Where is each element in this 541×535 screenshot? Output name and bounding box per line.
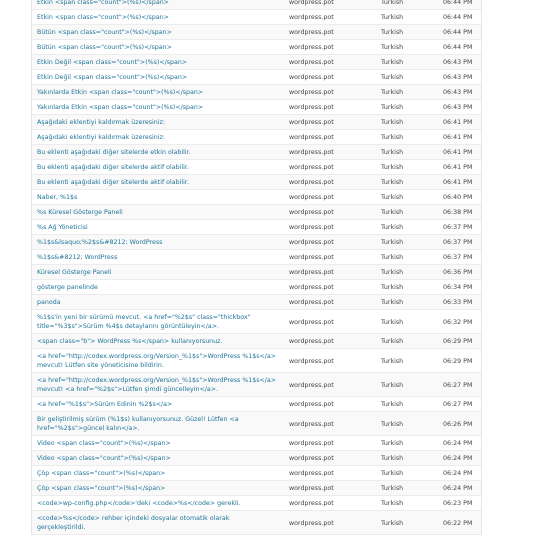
original-string-link[interactable]: Etkin <span class="count">(%s)</span> [37,0,169,6]
source-file-cell: wordpress.pot [289,269,334,276]
original-string-cell [32,466,277,480]
table-row [32,70,481,85]
source-file-cell: wordpress.pot [289,209,334,216]
table-row [32,55,481,70]
original-string-link[interactable]: <a href="%1$s">Sürüm Edinin %2$s</a> [37,401,173,408]
table-row [32,280,481,295]
language-cell: Turkish [381,179,404,186]
original-string-cell [32,205,277,219]
language-cell: Turkish [381,209,404,216]
time-cell: 06:33 PM [443,299,473,306]
source-file-cell: wordpress.pot [289,194,334,201]
original-string-link[interactable]: %1$s&#8212; WordPress [37,254,118,261]
language-cell: Turkish [381,224,404,231]
source-file-cell: wordpress.pot [289,470,334,477]
original-string-cell [32,130,277,144]
language-cell: Turkish [381,401,404,408]
table-row [32,412,481,436]
original-string-link[interactable]: <span class="b"> WordPress %s</span> kullanıyorsunuz. [37,338,223,345]
table-row [32,205,481,220]
source-file-cell: wordpress.pot [289,119,334,126]
time-cell: 06:29 PM [443,338,473,345]
time-cell: 06:37 PM [443,224,473,231]
time-cell: 06:43 PM [443,89,473,96]
source-file-cell: wordpress.pot [289,104,334,111]
table-row [32,334,481,349]
language-cell: Turkish [381,381,404,389]
language-cell: Turkish [381,134,404,141]
time-cell: 06:26 PM [443,420,473,428]
table-row [32,130,481,145]
original-string-link[interactable]: Bütün <span class="count">(%s)</span> [37,44,172,51]
original-string-cell [32,436,277,450]
table-row [32,10,481,25]
table-row [32,265,481,280]
table-row [32,451,481,466]
original-string-cell [32,160,277,174]
language-cell: Turkish [381,500,404,507]
source-file-cell: wordpress.pot [289,89,334,96]
source-file-cell: wordpress.pot [289,299,334,306]
source-file-cell: wordpress.pot [289,420,334,428]
time-cell: 06:22 PM [443,519,473,527]
language-cell: Turkish [381,149,404,156]
source-file-cell: wordpress.pot [289,134,334,141]
original-string-link[interactable]: Bu eklenti aşağıdaki diğer sitelerde aktif olabilir. [37,179,189,186]
language-cell: Turkish [381,74,404,81]
language-cell: Turkish [381,89,404,96]
source-file-cell: wordpress.pot [289,440,334,447]
table-row [32,145,481,160]
time-cell: 06:37 PM [443,239,473,246]
time-cell: 06:44 PM [443,29,473,36]
source-file-cell: wordpress.pot [289,239,334,246]
original-string-cell [32,334,277,348]
source-file-cell: wordpress.pot [289,254,334,261]
original-string-link[interactable]: Video <span class="count">(%s)</span> [37,440,171,447]
original-string-cell [32,40,277,54]
language-cell: Turkish [381,254,404,261]
original-string-link[interactable]: Video <span class="count">(%s)</span> [37,455,171,462]
source-file-cell: wordpress.pot [289,224,334,231]
source-file-cell: wordpress.pot [289,29,334,36]
original-string-link[interactable]: <code>%s</code> rehber içindeki dosyalar otomatik olarak gerçekleştirildi. [37,515,230,531]
original-string-cell [32,25,277,39]
language-cell: Turkish [381,420,404,428]
original-string-cell [32,373,277,396]
language-cell: Turkish [381,119,404,126]
language-cell: Turkish [381,455,404,462]
table-row [32,100,481,115]
original-string-cell [32,481,277,495]
language-cell: Turkish [381,44,404,51]
source-file-cell: wordpress.pot [289,519,334,527]
table-row [32,250,481,265]
time-cell: 06:44 PM [443,44,473,51]
table-row [32,175,481,190]
source-file-cell: wordpress.pot [289,381,334,389]
original-string-cell [32,10,277,24]
original-string-cell [32,175,277,189]
time-cell: 06:27 PM [443,401,473,408]
time-cell: 06:43 PM [443,59,473,66]
original-string-link[interactable]: Çöp <span class="count">(%s)</span> [37,470,166,477]
original-string-cell [32,190,277,204]
language-cell: Turkish [381,164,404,171]
time-cell: 06:40 PM [443,194,473,201]
original-string-cell [32,310,277,333]
source-file-cell: wordpress.pot [289,401,334,408]
time-cell: 06:24 PM [443,470,473,477]
language-cell: Turkish [381,29,404,36]
time-cell: 06:44 PM [443,14,473,21]
table-row [32,496,481,511]
language-cell: Turkish [381,485,404,492]
original-string-cell [32,496,277,510]
language-cell: Turkish [381,440,404,447]
language-cell: Turkish [381,59,404,66]
source-file-cell: wordpress.pot [289,44,334,51]
table-row [32,349,481,373]
table-row [32,220,481,235]
time-cell: 06:24 PM [443,485,473,492]
time-cell: 06:41 PM [443,149,473,156]
original-string-cell [32,280,277,294]
original-string-link[interactable]: Etkin Değil <span class="count">(%s)</span> [37,59,188,66]
original-string-cell [32,265,277,279]
table-row [32,190,481,205]
language-cell: Turkish [381,0,404,6]
original-string-cell [32,220,277,234]
table-row [32,115,481,130]
source-file-cell: wordpress.pot [289,0,334,6]
time-cell: 06:29 PM [443,357,473,365]
table-row [32,160,481,175]
time-cell: 06:24 PM [443,440,473,447]
table-row [32,466,481,481]
original-string-link[interactable]: Bu eklenti aşağıdaki diğer sitelerde aktif olabilir. [37,164,189,171]
original-string-link[interactable]: Bir geliştirilmiş sürüm (%1$s) kullanıyorsunuz. Güzel! Lütfen <a href="%2$s">güncel kalın</a>. [37,416,239,432]
time-cell: 06:23 PM [443,500,473,507]
original-string-link[interactable]: Çöp <span class="count">(%s)</span> [37,485,166,492]
time-cell: 06:37 PM [443,254,473,261]
time-cell: 06:43 PM [443,74,473,81]
time-cell: 06:41 PM [443,134,473,141]
original-string-cell [32,511,277,534]
language-cell: Turkish [381,338,404,345]
source-file-cell: wordpress.pot [289,338,334,345]
source-file-cell: wordpress.pot [289,318,334,326]
language-cell: Turkish [381,269,404,276]
original-string-link[interactable]: Yakınlarda Etkin <span class="count">(%s)</span> [37,89,204,96]
original-string-link[interactable]: panoda [37,299,61,306]
time-cell: 06:44 PM [443,0,473,6]
language-cell: Turkish [381,299,404,306]
source-file-cell: wordpress.pot [289,149,334,156]
original-string-link[interactable]: Bu eklenti aşağıdaki diğer sitelerde etkin olabilir. [37,149,191,156]
original-string-link[interactable]: Aşağıdaki eklentiyi kaldırmak üzeresiniz: [37,119,165,126]
original-string-cell [32,115,277,129]
source-file-cell: wordpress.pot [289,179,334,186]
time-cell: 06:41 PM [443,164,473,171]
original-string-cell [32,70,277,84]
original-string-cell [32,451,277,465]
table-row [32,85,481,100]
original-string-cell [32,349,277,372]
original-string-cell [32,100,277,114]
table-row [32,481,481,496]
source-file-cell: wordpress.pot [289,357,334,365]
table-row [32,397,481,412]
language-cell: Turkish [381,14,404,21]
source-file-cell: wordpress.pot [289,164,334,171]
original-string-cell [32,85,277,99]
original-string-link[interactable]: Etkin <span class="count">(%s)</span> [37,14,169,21]
time-cell: 06:27 PM [443,381,473,389]
original-string-cell [32,145,277,159]
source-file-cell: wordpress.pot [289,455,334,462]
time-cell: 06:41 PM [443,119,473,126]
original-string-link[interactable]: Naber, %1$s [37,194,78,201]
source-file-cell: wordpress.pot [289,59,334,66]
table-row [32,40,481,55]
table-row [32,235,481,250]
language-cell: Turkish [381,239,404,246]
table-row [32,310,481,334]
table-row [32,295,481,310]
original-string-link[interactable]: <a href="http://codex.wordpress.org/Version_%1$s">WordPress %1$s</a> mevcut! <a href="%2$s">Lütfen şimdi güncelleyin</a>. [37,377,277,393]
recent-translations-table [31,0,482,535]
table-row [32,25,481,40]
original-string-link[interactable]: Etkin Değil <span class="count">(%s)</span> [37,74,188,81]
original-string-cell [32,55,277,69]
source-file-cell: wordpress.pot [289,500,334,507]
language-cell: Turkish [381,104,404,111]
original-string-link[interactable]: %s Küresel Gösterge Paneli [37,209,123,216]
original-string-link[interactable]: <code>wp-config.php</code>'deki <code>%s</code> gerekli. [37,500,241,507]
original-string-cell [32,412,277,435]
time-cell: 06:41 PM [443,179,473,186]
table-row [32,511,481,535]
time-cell: 06:34 PM [443,284,473,291]
language-cell: Turkish [381,519,404,527]
source-file-cell: wordpress.pot [289,284,334,291]
original-string-link[interactable]: %1$s'in yeni bir sürümü mevcut. <a href="%2$s" class="thickbox" title="%3$s">Sürüm %4$s detaylarını görüntüleyin</a>. [37,314,251,330]
original-string-cell [32,250,277,264]
original-string-link[interactable]: <a href="http://codex.wordpress.org/Version_%1$s">WordPress %1$s</a> mevcut! Lütfen site yöneticisine bildirin. [37,353,277,369]
language-cell: Turkish [381,284,404,291]
time-cell: 06:36 PM [443,269,473,276]
time-cell: 06:24 PM [443,455,473,462]
original-string-link[interactable]: %s Ağ Yöneticisi [37,224,88,231]
original-string-link[interactable]: Bütün <span class="count">(%s)</span> [37,29,172,36]
original-string-cell [32,295,277,309]
table-row [32,0,481,10]
original-string-cell [32,397,277,411]
original-string-cell [32,0,277,9]
time-cell: 06:38 PM [443,209,473,216]
original-string-link[interactable]: gösterge panelinde [37,284,98,291]
source-file-cell: wordpress.pot [289,485,334,492]
original-string-link[interactable]: %1$s&lsaquo;%2$s&#8212; WordPress [37,239,163,246]
language-cell: Turkish [381,357,404,365]
original-string-link[interactable]: Yakınlarda Etkin <span class="count">(%s)</span> [37,104,204,111]
language-cell: Turkish [381,318,404,326]
language-cell: Turkish [381,470,404,477]
time-cell: 06:43 PM [443,104,473,111]
original-string-link[interactable]: Küresel Gösterge Paneli [37,269,112,276]
source-file-cell: wordpress.pot [289,14,334,21]
time-cell: 06:32 PM [443,318,473,326]
original-string-cell [32,235,277,249]
language-cell: Turkish [381,194,404,201]
original-string-link[interactable]: Aşağıdaki eklentiyi kaldırmak üzeresiniz: [37,134,165,141]
table-row [32,373,481,397]
source-file-cell: wordpress.pot [289,74,334,81]
table-row [32,436,481,451]
